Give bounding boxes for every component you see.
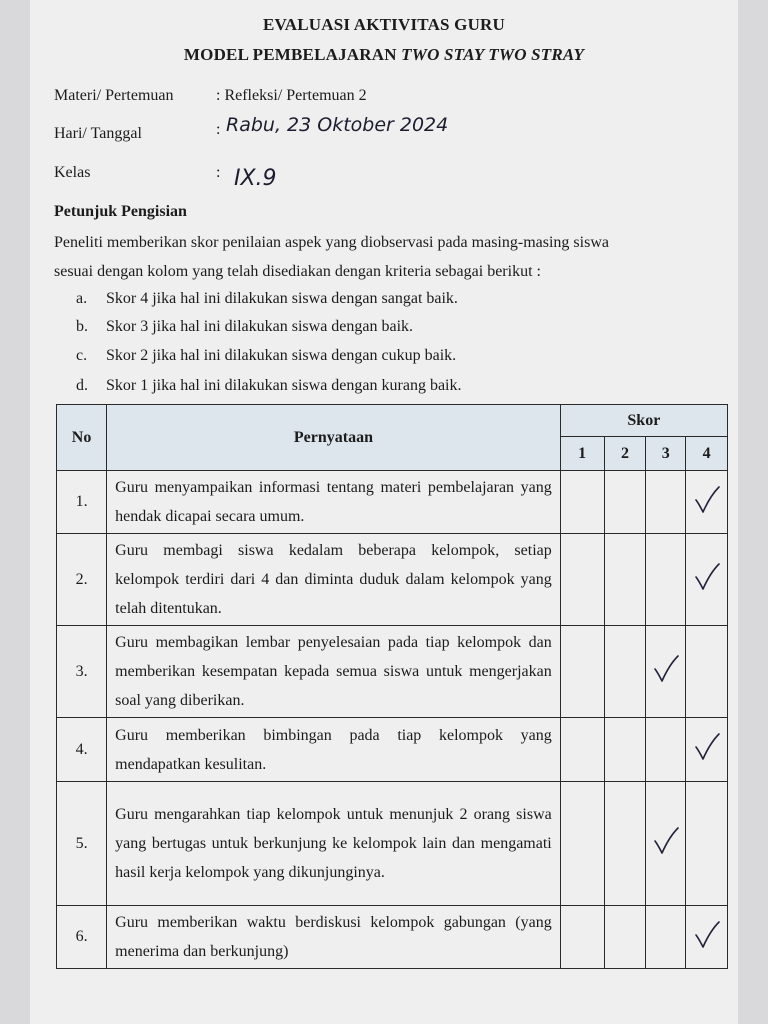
score-cell-3 <box>646 471 686 534</box>
score-cell-3 <box>646 718 686 782</box>
checkmark-icon <box>693 920 721 950</box>
score-cell-3 <box>646 534 686 626</box>
kelas-colon: : <box>216 164 221 181</box>
row-number: 3. <box>57 626 107 718</box>
row-number: 1. <box>57 471 107 534</box>
score-cell-2 <box>604 626 646 718</box>
score-cell-1 <box>560 782 604 906</box>
row-number: 6. <box>57 906 107 969</box>
instructions-para-line2: sesuai dengan kolom yang telah disediakan dengan kriteria sebagai berikut : <box>54 263 541 280</box>
criteria-marker: a. <box>76 290 88 307</box>
header-score-level: 2 <box>604 437 646 471</box>
criteria-text: Skor 3 jika hal ini dilakukan siswa dengan baik. <box>106 318 414 335</box>
score-cell-3 <box>646 782 686 906</box>
row-statement: Guru mengarahkan tiap kelompok untuk menunjuk 2 orang siswa yang bertugas untuk berkunjung ke kelompok lain dan mengamati hasil kerja kelompok yang dikunjunginya. <box>107 782 561 906</box>
table-row <box>57 906 728 969</box>
checkmark-icon <box>693 485 721 515</box>
subtitle-model-name: TWO STAY TWO STRAY <box>401 45 585 64</box>
score-cell-4 <box>686 534 728 626</box>
header-score-level: 4 <box>686 437 728 471</box>
row-statement: Guru memberikan waktu berdiskusi kelompok gabungan (yang menerima dan berkunjung) <box>107 906 561 969</box>
materi-value: : Refleksi/ Pertemuan 2 <box>216 87 367 104</box>
header-statement: Pernyataan <box>107 405 561 471</box>
criteria-marker: c. <box>76 347 88 364</box>
score-cell-1 <box>560 906 604 969</box>
score-cell-4 <box>686 471 728 534</box>
table-row <box>57 534 728 626</box>
document-subtitle <box>30 45 738 65</box>
kelas-label: Kelas <box>54 164 91 181</box>
row-number: 5. <box>57 782 107 906</box>
header-score-level: 3 <box>646 437 686 471</box>
score-cell-4 <box>686 626 728 718</box>
criteria-text: Skor 2 jika hal ini dilakukan siswa dengan cukup baik. <box>106 347 457 364</box>
header-score-level: 1 <box>560 437 604 471</box>
table-row <box>57 782 728 906</box>
document-page <box>30 0 738 1024</box>
checkmark-icon <box>693 732 721 762</box>
hari-handwritten-value: Rabu, 23 Oktober 2024 <box>226 114 449 136</box>
row-number: 2. <box>57 534 107 626</box>
score-cell-1 <box>560 626 604 718</box>
score-cell-2 <box>604 782 646 906</box>
document-title: EVALUASI AKTIVITAS GURU <box>262 15 506 34</box>
instructions-para-line1: Peneliti memberikan skor penilaian aspek yang diobservasi pada masing-masing siswa <box>54 234 609 251</box>
score-cell-1 <box>560 718 604 782</box>
criteria-marker: b. <box>76 318 88 335</box>
instructions-heading: Petunjuk Pengisian <box>54 203 187 220</box>
row-statement: Guru membagikan lembar penyelesaian pada tiap kelompok dan memberikan kesempatan kepada semua siswa untuk mengerjakan soal yang diberikan. <box>107 626 561 718</box>
score-cell-1 <box>560 534 604 626</box>
subtitle-prefix: MODEL PEMBELAJARAN <box>183 45 402 64</box>
row-statement: Guru menyampaikan informasi tentang materi pembelajaran yang hendak dicapai secara umum. <box>107 471 561 534</box>
table-row <box>57 471 728 534</box>
checkmark-icon <box>693 562 721 592</box>
checkmark-icon <box>652 826 680 856</box>
criteria-text: Skor 1 jika hal ini dilakukan siswa dengan kurang baik. <box>106 377 462 394</box>
row-statement: Guru membagi siswa kedalam beberapa kelompok, setiap kelompok terdiri dari 4 dan diminta duduk dalam kelompok yang telah ditentukan. <box>107 534 561 626</box>
evaluation-table <box>56 404 728 969</box>
kelas-handwritten-value: IX.9 <box>234 166 277 191</box>
materi-label: Materi/ Pertemuan <box>54 87 174 104</box>
score-cell-2 <box>604 718 646 782</box>
score-cell-3 <box>646 626 686 718</box>
score-cell-3 <box>646 906 686 969</box>
checkmark-icon <box>652 654 680 684</box>
header-no: No <box>57 405 107 471</box>
score-cell-2 <box>604 534 646 626</box>
score-cell-2 <box>604 471 646 534</box>
criteria-text: Skor 4 jika hal ini dilakukan siswa dengan sangat baik. <box>106 290 458 307</box>
criteria-marker: d. <box>76 377 88 394</box>
score-cell-4 <box>686 782 728 906</box>
header-score: Skor <box>560 405 727 437</box>
hari-label: Hari/ Tanggal <box>54 125 142 142</box>
score-cell-4 <box>686 906 728 969</box>
row-number: 4. <box>57 718 107 782</box>
score-cell-2 <box>604 906 646 969</box>
score-cell-4 <box>686 718 728 782</box>
hari-colon: : <box>216 121 221 138</box>
table-row <box>57 626 728 718</box>
table-body <box>57 471 728 969</box>
score-cell-1 <box>560 471 604 534</box>
row-statement: Guru memberikan bimbingan pada tiap kelompok yang mendapatkan kesulitan. <box>107 718 561 782</box>
table-row <box>57 718 728 782</box>
